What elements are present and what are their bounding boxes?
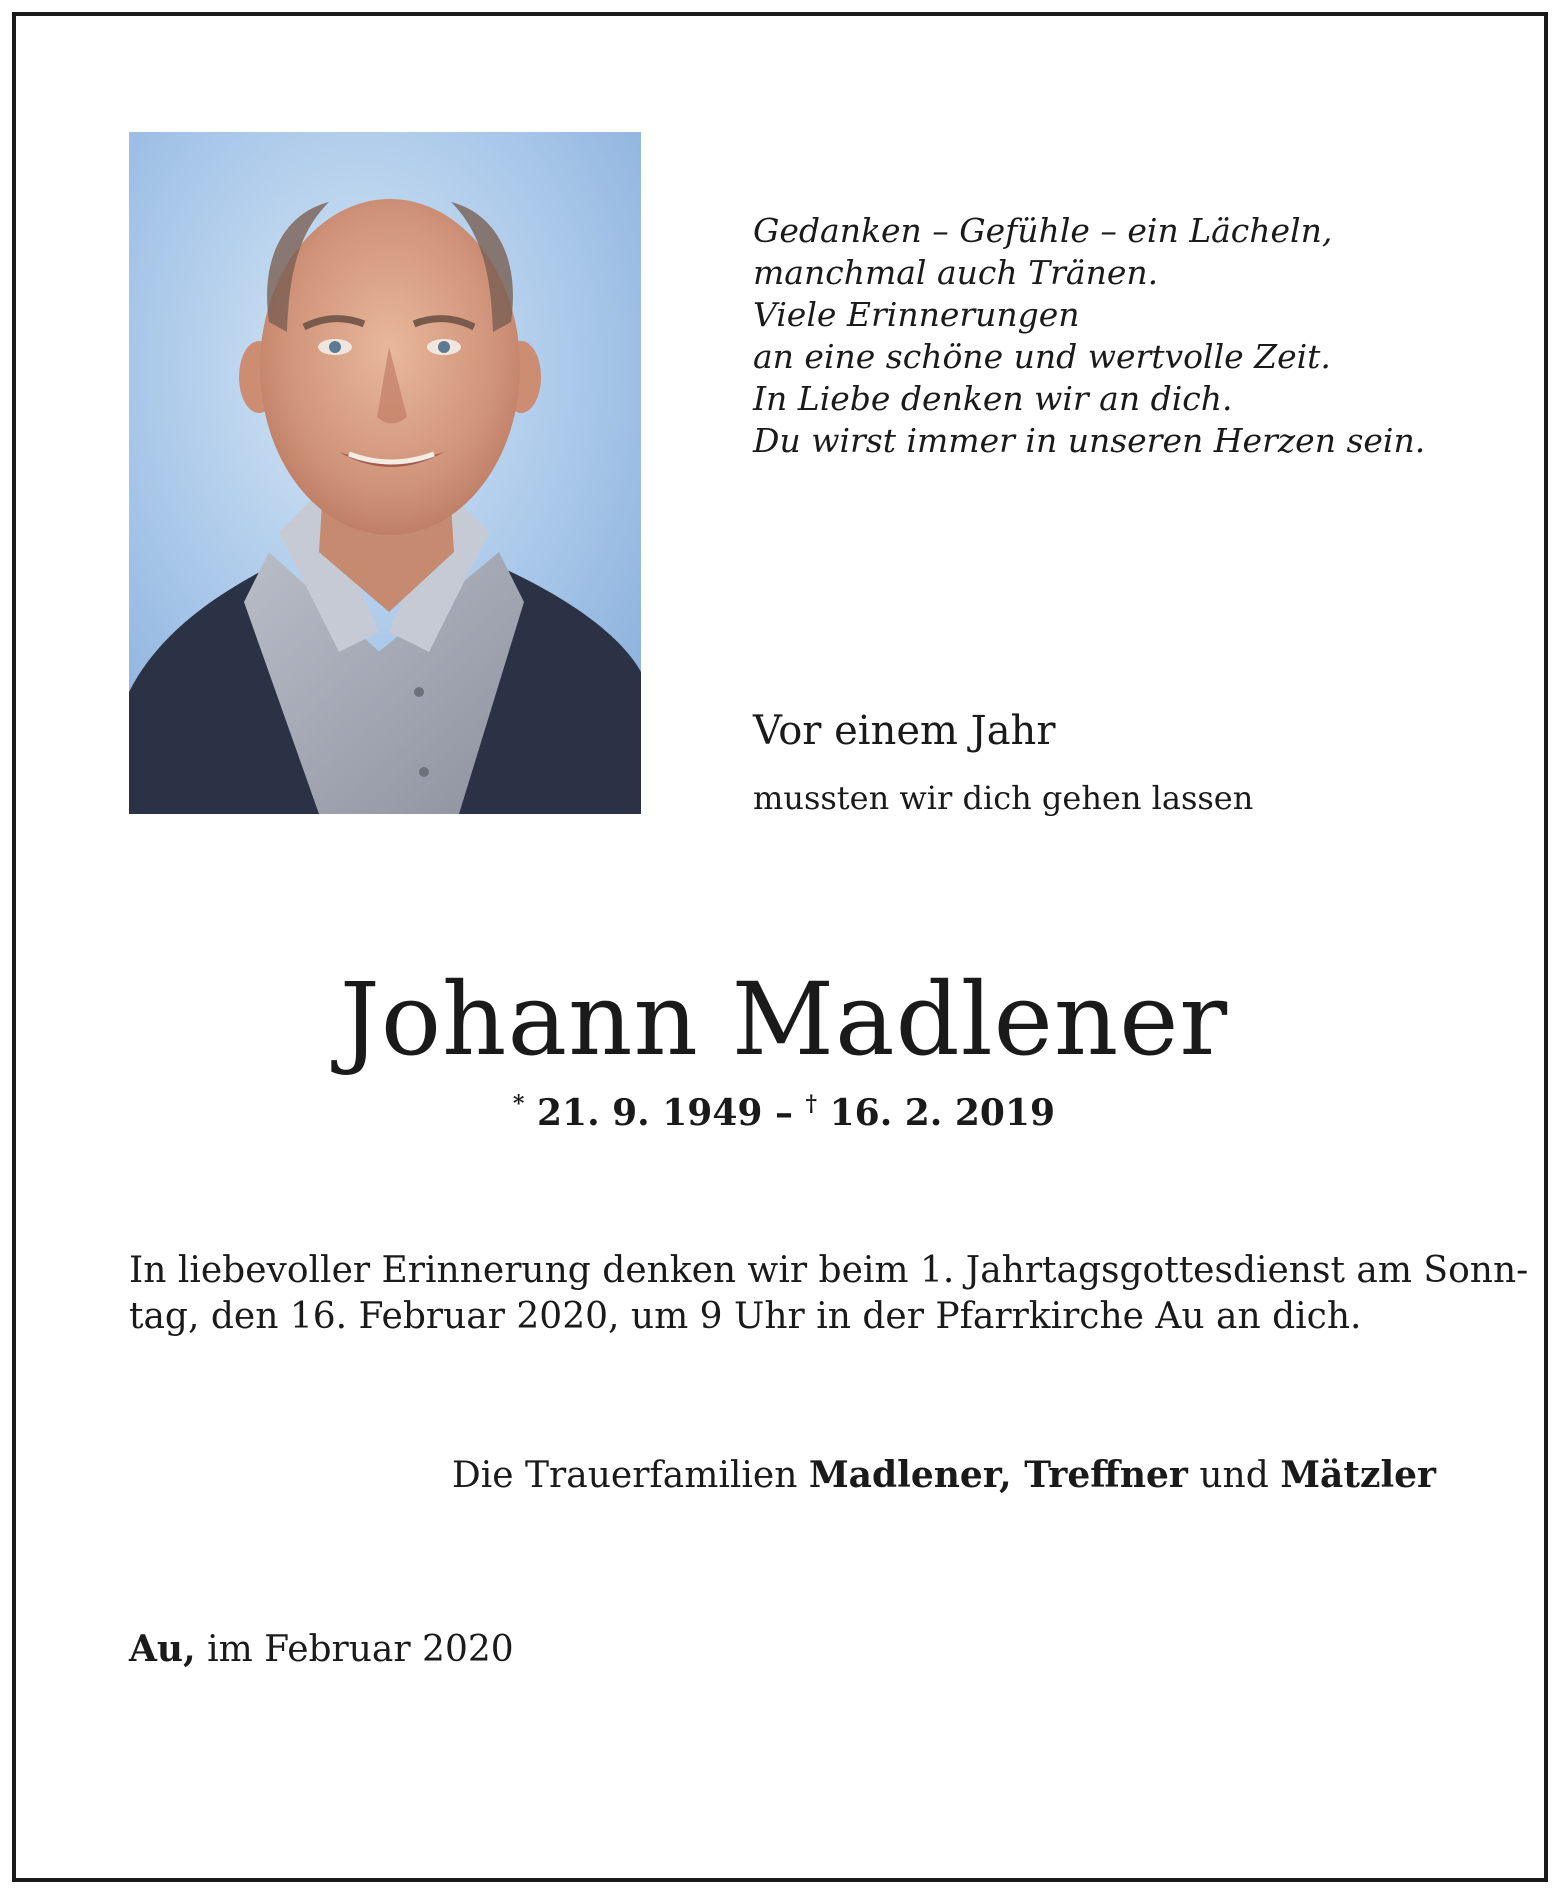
poem-line: an eine schöne und wertvolle Zeit. xyxy=(753,337,1331,376)
announcement-line: tag, den 16. Februar 2020, um 9 Uhr in der Pfarrkirche Au an dich. xyxy=(129,1296,1362,1337)
mourning-families xyxy=(452,1452,1436,1499)
families-prefix: Die Trauerfamilien xyxy=(451,1455,809,1496)
death-symbol: † xyxy=(805,1091,818,1117)
life-dates xyxy=(0,1082,1568,1135)
death-date: 16. 2. 2019 xyxy=(829,1092,1056,1134)
poem-line: In Liebe denken wir an dich. xyxy=(753,379,1233,418)
poem-line: Viele Erinnerungen xyxy=(753,295,1080,334)
place-name: Au, xyxy=(129,1628,196,1670)
poem-line: manchmal auch Tränen. xyxy=(753,253,1159,292)
closing-date: im Februar 2020 xyxy=(195,1629,514,1670)
place-and-date xyxy=(129,1626,514,1673)
birth-symbol: * xyxy=(512,1091,525,1117)
intro-heading: Vor einem Jahr xyxy=(753,708,1056,754)
families-conjunction: und xyxy=(1187,1455,1281,1496)
service-announcement xyxy=(129,1248,1529,1340)
date-separator: – xyxy=(762,1092,806,1134)
intro-subline: mussten wir dich gehen lassen xyxy=(753,779,1254,817)
birth-date: 21. 9. 1949 xyxy=(536,1092,763,1134)
family-name-secondary: Mätzler xyxy=(1280,1454,1436,1496)
deceased-name: Johann Madlener xyxy=(339,961,1229,1078)
family-names-primary: Madlener, Treffner xyxy=(808,1454,1188,1496)
poem-line: Du wirst immer in unseren Herzen sein. xyxy=(753,421,1426,460)
portrait-photo xyxy=(129,132,641,814)
announcement-line: In liebevoller Erinnerung denken wir beim 1. Jahrtagsgottesdienst am Sonn- xyxy=(129,1250,1529,1291)
portrait-illustration xyxy=(129,132,641,814)
memorial-poem xyxy=(753,210,1513,462)
poem-line: Gedanken – Gefühle – ein Lächeln, xyxy=(753,211,1333,250)
